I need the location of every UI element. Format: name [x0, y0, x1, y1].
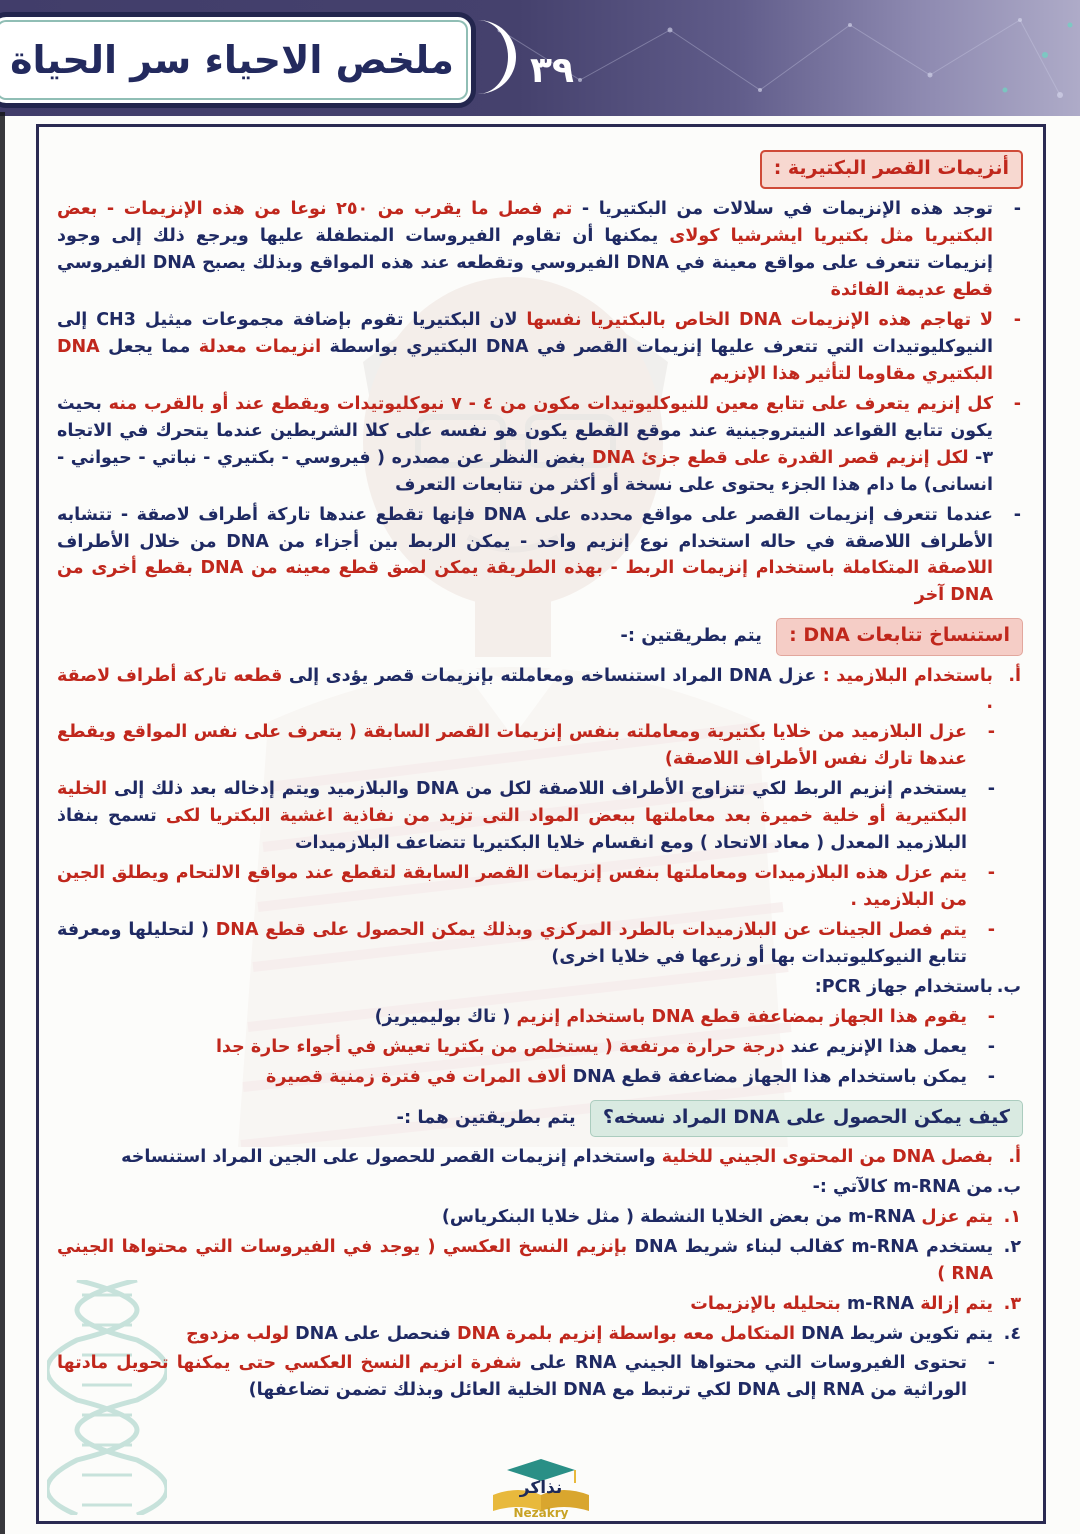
text-segment: ( تاك بوليميريز)	[374, 1006, 511, 1027]
text-segment: انزيمات معدلة	[190, 336, 322, 357]
text-segment: يتم عزل	[915, 1206, 993, 1227]
list-marker: -	[1013, 393, 1021, 414]
text-segment: الوراثية من RNA إلى DNA لكي ترتبط مع DNA الخلية العائل وبذلك تضمن تضاعفها)	[248, 1380, 967, 1401]
text-segment: يتم تكوين شريط DNA	[795, 1323, 993, 1344]
paragraph	[57, 974, 1023, 1001]
text-segment: يمكنها أن تقاوم الفيروسات المتطفلة عليها ويرجع ذلك إلى وجود إنزيمات تتعرف على مواقع معينة في DNA الفيروسي وتقطعه عند هذه المواقع وبذلك يصبح DNA الفيروسي	[57, 226, 993, 274]
logo-arabic-text: نذاكر	[519, 1478, 563, 1498]
paragraph	[57, 1004, 997, 1031]
section-heading	[57, 150, 1023, 189]
paragraph	[57, 1234, 1023, 1288]
text-segment: الخلية البكتيرية أو خلية خميرة بعد معاملتها ببعض المواد التى تزيد من نفاذية اغشية البكتريا لكى	[57, 779, 968, 827]
text-segment: عزل البلازميد من خلايا بكتيرية ومعاملته بنفس إنزيمات القصر السابقة ( يتعرف على نفس المواقع ويقطع عندها تارك نفس الأطراف اللاصقة)	[57, 722, 967, 770]
text-segment: فنحصل على DNA	[289, 1323, 451, 1344]
list-marker: -	[987, 1036, 995, 1057]
text-segment: ( لتحليلها ومعرفة تتابع النيوكليوتبدات بها أو زرعها في خلايا اخرى)	[57, 920, 967, 967]
content-frame	[36, 124, 1046, 1524]
text-segment: أنزيمات القصر البكتيرية :	[773, 157, 1009, 179]
text-segment: كل إنزيم يتعرف على تتابع معين للنيوكليوتيدات مكون من ٤ - ٧ نيوكليوتيدات ويقطع عند أو بالقرب منه	[101, 393, 993, 414]
scan-edge	[0, 112, 5, 1534]
text-segment: تسمح بنفاذ البلازميد المعدل ( معاد الاتحاد ) ومع انقسام خلايا البكتيريا تتضاعف البلازميدات	[57, 806, 967, 854]
text-segment: كيف يمكن الحصول على DNA المراد نسخه؟	[602, 1105, 1010, 1128]
text-segment: قطعه تاركة أطراف لاصقة .	[57, 665, 993, 713]
text-segment: عزل DNA المراد استنساخه ومعاملته بإنزيمات قصر يؤدى إلى	[282, 665, 817, 686]
paragraph	[57, 1350, 997, 1404]
list-marker: -	[987, 722, 995, 743]
paragraph	[57, 1291, 1023, 1318]
text-segment: يتم بطريقتين هما :-	[396, 1106, 582, 1128]
list-marker: -	[987, 863, 995, 884]
list-marker: -	[1013, 199, 1021, 220]
text-segment: لا تهاجم هذه الإنزيمات DNA الخاص بالبكتيريا نفسها	[517, 310, 994, 330]
list-marker: -	[987, 1066, 995, 1087]
text-segment: باستخدام البلازميد :	[816, 665, 993, 686]
paragraph	[57, 917, 997, 971]
paragraph	[57, 1034, 997, 1061]
list-marker: -	[987, 779, 995, 800]
text-segment: باستخدام جهاز PCR:	[814, 976, 993, 997]
heading-box	[590, 1100, 1023, 1137]
text-segment: شفرة انزيم النسخ العكسي حتى يمكنها تحويل مادتها	[57, 1353, 522, 1374]
logo-latin-text: Nezakry	[513, 1506, 569, 1519]
publisher-logo	[471, 1457, 611, 1519]
text-segment: مما يجعل	[99, 336, 191, 357]
list-marker: أ.	[1008, 1146, 1021, 1167]
heading-box	[760, 150, 1023, 189]
paragraph	[57, 1321, 1023, 1348]
section-heading	[57, 618, 1023, 655]
text-segment: بإنزيم النسخ العكسي ( يوجد في الفيروسات التي محتواها الجيني RNA )	[57, 1236, 993, 1284]
text-segment: توجد هذه الإنزيمات في سلالات من البكتيريا -	[572, 199, 993, 220]
list-marker: -	[987, 920, 995, 940]
list-marker: -	[1013, 504, 1021, 525]
text-segment: درجة حرارة مرتفعة ( يستخلص من بكتريا تعيش في أجواء حارة جدا	[216, 1036, 785, 1057]
list-marker: أ.	[1008, 665, 1021, 686]
section-heading	[57, 1100, 1023, 1137]
content-blocks	[57, 150, 1023, 1404]
text-segment: DNA البكتيري مقاوما لتأثير هذا الإنزيم	[57, 336, 993, 384]
paragraph	[57, 663, 1023, 717]
text-segment: يتم إزالة	[914, 1293, 993, 1314]
text-segment: واستخدام إنزيمات القصر للحصول على الجين المراد استنساخه	[121, 1146, 656, 1167]
paragraph	[57, 1144, 1023, 1171]
heading-box	[776, 618, 1023, 655]
text-segment: اللاصقة المتكاملة باستخدام إنزيمات الربط - بهذه الطريقة يمكن لصق قطع معينه من DNA بقطع أخرى من DNA آخر	[57, 558, 993, 606]
paragraph	[57, 1064, 997, 1091]
text-segment: يعمل هذا الإنزيم عند	[784, 1036, 967, 1057]
text-segment: m-RNA	[846, 1293, 915, 1314]
text-segment: لكل إنزيم قصر القدرة على قطع جزئ DNA	[585, 447, 969, 468]
paragraph	[57, 502, 1023, 610]
text-segment: قطع عديمة الفائدة	[830, 280, 993, 301]
heading-after-text	[396, 1107, 581, 1128]
list-marker: ٤.	[1003, 1323, 1021, 1344]
paragraph	[57, 1204, 1023, 1231]
text-segment: يستخدم إنزيم الربط لكي تتزاوج الأطراف اللاصقة لكل من DNA والبلازميد ويتم إدخاله بعد ذلك إلى	[107, 779, 967, 800]
list-marker: -	[987, 1353, 995, 1374]
text-segment: بتحليله بالإنزيمات	[690, 1293, 847, 1314]
book-title-box	[0, 12, 476, 108]
text-segment: لان البكتيريا تقوم بإضافة مجموعات ميثيل CH3 إلى النيوكليوتيدات التي تتعرف عليها إنزيمات القصر في DNA البكتيري بواسطة	[57, 310, 994, 357]
text-segment: يستخدم m-RNA كقالب لبناء شريط DNA	[627, 1236, 994, 1257]
text-segment: بغض النظر عن مصدره ( فيروسي - بكتيري - نباتي - حيواني - انسانى) ما دام هذا الجزء يحتوى على نسخة أو أكثر من تتابعات التعرف	[57, 447, 993, 495]
text-segment: يتم فصل الجينات عن البلازميدات بالطرد المركزي وبذلك يمكن الحصول على قطع DNA	[208, 920, 968, 940]
paragraph	[57, 391, 1023, 499]
text-segment: يمكن باستخدام هذا الجهاز مضاعفة قطع DNA	[566, 1066, 967, 1087]
list-marker: ب.	[996, 1176, 1021, 1197]
text-segment: يتم بطريقتين :-	[620, 625, 769, 647]
text-segment: المتكامل معه بواسطة إنزيم بلمرة DNA	[450, 1323, 796, 1344]
list-marker: -	[1013, 310, 1021, 330]
text-segment: بحيث يكون تتابع القواعد النيتروجينية عند موقع القطع يكون هو نفسه على كلا الشريطين عندما يتحرك في الاتجاه ٣-	[57, 393, 994, 468]
text-segment: يقوم هذا الجهاز بمضاعفة قطع DNA باستخدام إنزيم	[510, 1006, 967, 1027]
paragraph	[57, 776, 997, 857]
page-number: ٣٩	[530, 50, 574, 91]
text-segment: يتم عزل هذه البلازميدات ومعاملتها بنفس إنزيمات القصر السابقة لتقطع عند مواقع الالتحام ويطلق الجين من البلازميد .	[57, 863, 967, 911]
text-segment: تم فصل ما يقرب من ٢٥٠ نوعا من هذه الإنزيمات - بعض البكتيريا مثل بكتيريا ايشرشيا كولاى	[57, 199, 993, 247]
text-segment: استنساخ تتابعات DNA :	[789, 624, 1010, 647]
book-title: ملخص الاحياء سر الحياة	[10, 38, 454, 82]
text-segment: لولب مزدوج	[186, 1323, 290, 1344]
paragraph	[57, 860, 997, 914]
list-marker: ب.	[996, 976, 1021, 997]
paragraph	[57, 307, 1023, 388]
text-segment: عندما تتعرف إنزيمات القصر على مواقع محدده على DNA فإنها تقطع عندها تاركة أطراف لاصقة - تتشابه الأطراف اللاصقة في حاله استخدام نوع إنزيم واحد - يمكن الربط بين أجزاء من DNA من خلال الأطراف	[57, 504, 993, 552]
text-segment: m-RNA من بعض الخلايا النشطة ( مثل خلايا البنكرياس)	[441, 1206, 916, 1227]
paragraph	[57, 196, 1023, 304]
text-segment: تحتوى الفيروسات التي محتواها الجيني RNA على	[521, 1353, 967, 1374]
page-header	[0, 0, 1080, 116]
list-marker: ١.	[1003, 1206, 1021, 1227]
text-segment: من m-RNA كالآتي :-	[812, 1176, 993, 1197]
heading-after-text	[620, 625, 768, 646]
paragraph	[57, 1174, 1023, 1201]
list-marker: -	[987, 1006, 995, 1027]
paragraph	[57, 719, 997, 773]
list-marker: ٢.	[1003, 1236, 1021, 1257]
text-segment: ألاف المرات في فترة زمنية قصيرة	[266, 1066, 567, 1087]
text-segment: بفصل DNA من المحتوى الجيني للخلية	[655, 1146, 993, 1167]
list-marker: ٣.	[1003, 1293, 1021, 1314]
